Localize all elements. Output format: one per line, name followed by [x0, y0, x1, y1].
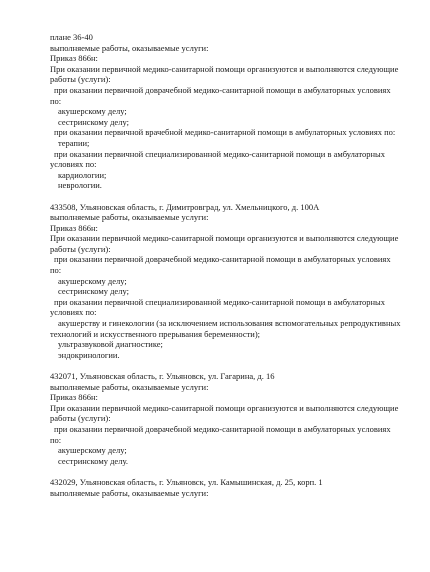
text-line: плане 36-40 — [50, 32, 93, 42]
text-line: сестринскому делу; — [58, 116, 129, 127]
text-line: по: — [50, 95, 62, 106]
paragraph-gap — [50, 360, 410, 371]
text-line: технологий и искусственного прерывания беременности); — [50, 328, 261, 339]
document-body — [50, 32, 410, 498]
text-line: кардиологии; — [58, 169, 107, 180]
text-line: выполняемые работы, оказываемые услуги: — [50, 381, 209, 392]
address-section — [50, 477, 410, 498]
text-line: акушерскому делу; — [58, 106, 127, 117]
paragraph-gap — [50, 191, 410, 202]
text-line: по: — [50, 265, 62, 276]
text-line: выполняемые работы, оказываемые услуги: — [50, 212, 209, 223]
text-line: акушерству и гинекологии (за исключением использования вспомогательных репродуктивных — [58, 318, 401, 329]
text-line: сестринскому делу; — [58, 286, 129, 297]
text-line: при оказании первичной специализированной медико-санитарной помощи в амбулаторных — [54, 148, 386, 159]
text-line: ультразвуковой диагностике; — [58, 339, 163, 350]
text-line: выполняемые работы, оказываемые услуги: — [50, 487, 209, 498]
text-line: терапии; — [58, 137, 90, 148]
text-line: при оказании первичной специализированной медико-санитарной помощи в амбулаторных — [54, 296, 386, 307]
text-line: при оказании первичной доврачебной медико-санитарной помощи в амбулаторных условиях — [54, 84, 391, 95]
text-line: при оказании первичной доврачебной медико-санитарной помощи в амбулаторных условиях — [54, 254, 391, 265]
text-line: 432071, Ульяновская область, г. Ульяновск, ул. Гагарина, д. 16 — [50, 371, 275, 381]
text-line: При оказании первичной медико-санитарной помощи организуются и выполняются следующие — [50, 63, 399, 74]
address-section — [50, 202, 410, 361]
text-line: работы (услуги): — [50, 74, 111, 85]
text-line: эндокринологии. — [58, 349, 120, 360]
text-line: 433508, Ульяновская область, г. Димитровград, ул. Хмельницкого, д. 100А — [50, 201, 320, 212]
address-section — [50, 371, 410, 466]
paragraph-gap — [50, 466, 410, 477]
text-line: условиях по: — [50, 159, 97, 170]
text-line: неврологии. — [58, 180, 102, 191]
text-line: При оказании первичной медико-санитарной помощи организуются и выполняются следующие — [50, 233, 399, 244]
text-line: акушерскому делу; — [58, 275, 127, 286]
text-line: При оказании первичной медико-санитарной помощи организуются и выполняются следующие — [50, 402, 399, 413]
text-line: при оказании первичной врачебной медико-санитарной помощи в амбулаторных условиях по: — [54, 127, 396, 138]
text-line: при оказании первичной доврачебной медико-санитарной помощи в амбулаторных условиях — [54, 423, 391, 434]
text-line: сестринскому делу. — [58, 455, 128, 466]
text-line: выполняемые работы, оказываемые услуги: — [50, 42, 209, 53]
text-line: по: — [50, 434, 62, 445]
text-line: работы (услуги): — [50, 243, 111, 254]
text-line: Приказ 866н: — [50, 392, 98, 403]
text-line: акушерскому делу; — [58, 445, 127, 456]
text-line: Приказ 866н: — [50, 222, 98, 233]
text-line: 432029, Ульяновская область, г. Ульяновск, ул. Камышинская, д. 25, корп. 1 — [50, 476, 323, 487]
text-line: условиях по: — [50, 307, 97, 318]
text-line: работы (услуги): — [50, 413, 111, 424]
text-line: Приказ 866н: — [50, 53, 98, 64]
address-section — [50, 32, 410, 191]
